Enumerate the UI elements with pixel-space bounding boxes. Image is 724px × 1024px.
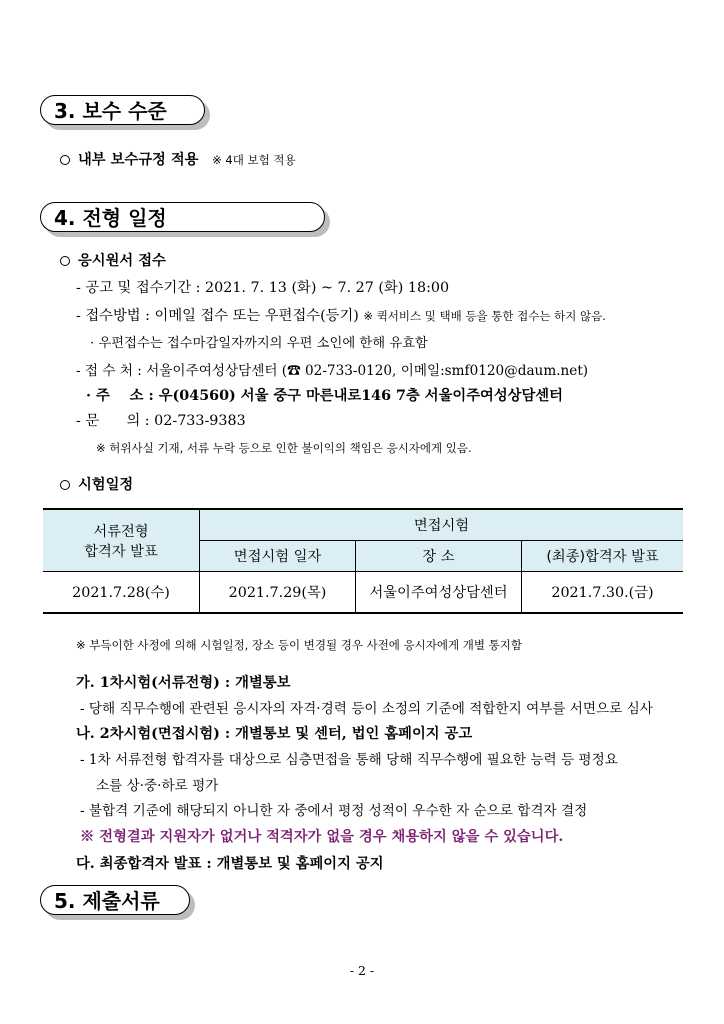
application-mail-note: · 우편접수는 접수마감일자까지의 우편 소인에 한해 유효함 (90, 336, 428, 351)
step-b-title: 나. 2차시험(면접시험) : 개별통보 및 센터, 법인 홈페이지 공고 (76, 726, 473, 742)
step-a-title: 가. 1차시험(서류전형) : 개별통보 (76, 675, 291, 691)
col-final-header: (최종)합격자 발표 (522, 541, 684, 572)
application-inquiry: - 문 의 : 02-733-9383 (76, 413, 246, 429)
cell-interview-date: 2021.7.29(목) (200, 572, 356, 614)
cell-final-result: 2021.7.30.(금) (522, 572, 684, 614)
application-method: - 접수방법 : 이메일 접수 또는 우편접수(등기) ※ 퀵서비스 및 택배 등을 통한 접수는 하지 않음. (76, 308, 606, 324)
application-method-note: ※ 퀵서비스 및 택배 등을 통한 접수는 하지 않음. (363, 309, 606, 323)
cell-place: 서울이주여성상담센터 (356, 572, 522, 614)
section-3-title: 3. 보수 수준 (40, 95, 205, 125)
application-warning: ※ 허위사실 기재, 서류 누락 등으로 인한 불이익의 책임은 응시자에게 있음. (96, 441, 472, 455)
application-heading: 응시원서 접수 (60, 250, 166, 272)
schedule-table (43, 508, 683, 614)
col-interview-date-header: 면접시험 일자 (200, 541, 356, 572)
step-b-desc1: - 1차 서류전형 합격자를 대상으로 심층면접을 통해 당해 직무수행에 필요한 능력 등 평정요 (80, 752, 618, 768)
application-address: · 주 소 : 우(04560) 서울 중구 마른내로146 7층 서울이주여성상담센터 (86, 388, 563, 404)
section-4-header (40, 202, 325, 232)
application-place: - 접 수 처 : 서울이주여성상담센터 (☎ 02-733-0120, 이메일:smf0120@daum.net) (76, 363, 589, 379)
section-4-title: 4. 전형 일정 (40, 202, 325, 232)
col-interview-header: 면접시험 (200, 509, 684, 541)
schedule-note: ※ 부득이한 사정에 의해 시험일정, 장소 등이 변경될 경우 사전에 응시자에게 개별 통지함 (76, 638, 522, 652)
step-b-desc3: - 불합격 기준에 해당되지 아니한 자 중에서 평정 성적이 우수한 자 순으로 합격자 결정 (80, 803, 588, 819)
step-b-desc2: 소를 상·중·하로 평가 (96, 778, 219, 794)
application-period: - 공고 및 접수기간 : 2021. 7. 13 (화) ~ 7. 27 (화) 18:00 (76, 280, 450, 296)
schedule-heading: 시험일정 (60, 474, 133, 496)
circle-bullet-icon (60, 155, 70, 165)
table-row (43, 572, 683, 614)
pay-line (60, 149, 296, 171)
cell-doc-result: 2021.7.28(수) (43, 572, 200, 614)
section-5-header (40, 885, 190, 915)
col-place-header: 장 소 (356, 541, 522, 572)
step-b-note: ※ 전형결과 지원자가 없거나 적격자가 없을 경우 채용하지 않을 수 있습니다. (80, 829, 564, 845)
circle-bullet-icon (60, 256, 70, 266)
page-number: - 2 - (349, 963, 375, 978)
section-3-header (40, 95, 205, 125)
step-a-desc: - 당해 직무수행에 관련된 응시자의 자격·경력 등이 소정의 기준에 적합한지 여부를 서면으로 심사 (80, 701, 653, 717)
pay-note: ※ 4대 보험 적용 (212, 153, 296, 167)
col-doc-result-header: 서류전형 합격자 발표 (43, 509, 200, 572)
section-5-title: 5. 제출서류 (40, 885, 190, 915)
circle-bullet-icon (60, 480, 70, 490)
pay-label: 내부 보수규정 적용 (78, 152, 199, 168)
step-c-title: 다. 최종합격자 발표 : 개별통보 및 홈페이지 공지 (76, 856, 384, 872)
